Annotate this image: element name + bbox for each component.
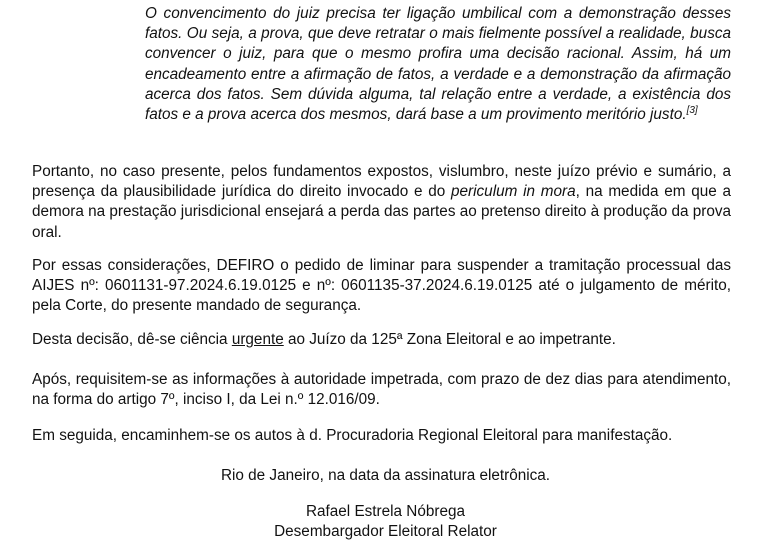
paragraph-conclusion-latin-term: periculum in mora xyxy=(451,183,576,201)
paragraph-referral: Em seguida, encaminhem-se os autos à d. Procuradoria Regional Eleitoral para manifestação. xyxy=(32,427,673,444)
paragraph-notification-text-b: ao Juízo da 125ª Zona Eleitoral e ao impetrante. xyxy=(283,331,616,348)
paragraph-conclusion-text-b: , na medida em que a demora na prestação jurisdicional ensejará a perda das partes ao pretenso direito à produção da prova oral. xyxy=(32,183,731,241)
signer-name: Rafael Estrela Nóbrega xyxy=(305,503,465,520)
quote-text: O convencimento do juiz precisa ter ligação umbilical com a demonstração desses fatos. Ou seja, a prova, que deve retratar o mais fielmente possível a realidade, busca convencer o juiz, para que o mesmo profira uma decisão racional. Assim, há um encadeamento entre a afirmação de fatos, a verdade e a demonstração da afirmação acerca dos fatos. Sem dúvida alguma, tal relação entre a verdade, a existência dos fatos e a prova acerca dos mesmos, dará base a um provimento meritório justo. xyxy=(145,5,731,124)
paragraph-conclusion-text-a: Portanto, no caso presente, pelos fundamentos expostos, vislumbro, neste juízo prévio e sumário, a presença da plausibilidade jurídica do direito invocado e do xyxy=(32,163,731,201)
footnote-reference[interactable]: [3] xyxy=(686,104,698,116)
paragraph-conclusion xyxy=(32,162,731,243)
paragraph-notification-text-a: Desta decisão, dê-se ciência xyxy=(32,331,232,348)
signer-title: Desembargador Eleitoral Relator xyxy=(274,523,497,540)
quoted-passage xyxy=(145,4,731,125)
paragraph-information-request: Após, requisitem-se as informações à autoridade impetrada, com prazo de dez dias para atendimento, na forma do artigo 7º, inciso I, da Lei n.º 12.016/09. xyxy=(32,371,731,409)
urgent-term: urgente xyxy=(231,331,284,348)
paragraph-decision: Por essas considerações, DEFIRO o pedido de liminar para suspender a tramitação processual das AIJES nº: 0601131-97.2024.6.19.0125 e nº: 0601135-37.2024.6.19.0125 até o julgamento de mérito, pela Corte, do presente mandado de segurança. xyxy=(32,257,731,315)
place-and-date: Rio de Janeiro, na data da assinatura eletrônica. xyxy=(220,467,551,484)
paragraph-notification xyxy=(32,330,731,350)
